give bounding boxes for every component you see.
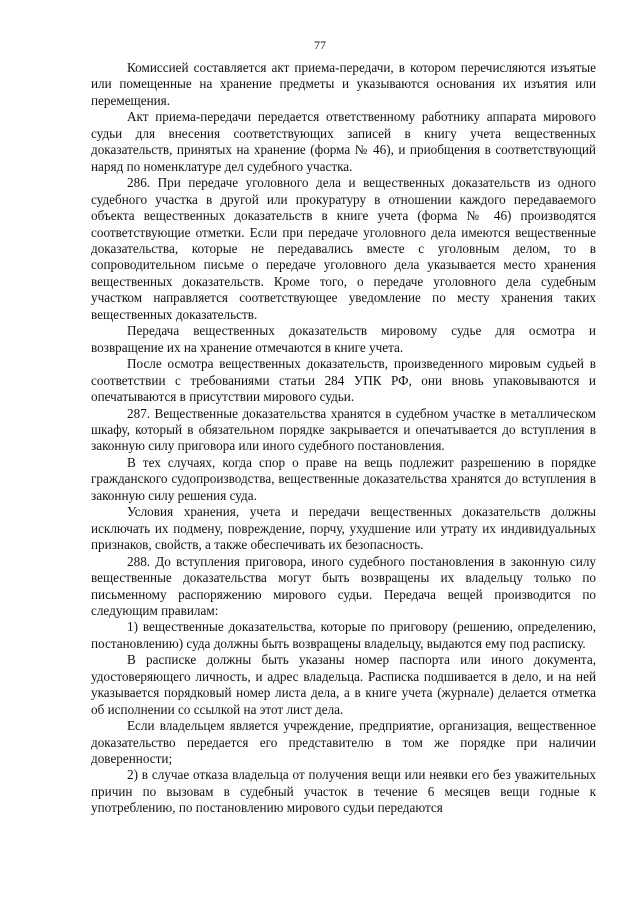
paragraph-4: Передача вещественных доказательств мировому судье для осмотра и возвращение их на хранение отмечаются в книге учета.: [91, 323, 596, 355]
paragraph-11: В расписке должны быть указаны номер паспорта или иного документа, удостоверяющего личность, и адрес владельца. Расписка подшивается в дело, и на ней указывается порядковый номер листа дела, а в книге учета (журнале) делается отметка об исполнении со ссылкой на этот лист дела.: [91, 652, 596, 717]
paragraph-7: В тех случаях, когда спор о праве на вещь подлежит разрешению в порядке гражданского судопроизводства, вещественные доказательства хранятся до вступления в законную силу решения суда.: [91, 454, 596, 503]
paragraph-6: 287. Вещественные доказательства хранятся в судебном участке в металлическом шкафу, который в обязательном порядке закрывается и опечатывается до вступления в законную силу приговора или иного судебного постановления.: [91, 405, 596, 454]
paragraph-9: 288. До вступления приговора, иного судебного постановления в законную силу вещественные доказательства могут быть возвращены их владельцу только по письменному распоряжению мирового судьи. Передача вещей производится по следующим правилам:: [91, 553, 596, 618]
paragraph-8: Условия хранения, учета и передачи вещественных доказательств должны исключать их подмену, повреждение, порчу, ухудшение или утрату их индивидуальных признаков, свойств, а также обеспечивать их безопасность.: [91, 504, 596, 553]
paragraph-3: 286. При передаче уголовного дела и вещественных доказательств из одного судебного участка в другой или прокуратуру в отношении каждого передаваемого объекта вещественных доказательств в книге учета (форма № 46) производятся соответствующие отметки. Если при передаче уголовного дела имеются вещественные доказательства, которые не передавались вместе с уголовным делом, то в сопроводительном письме о передаче уголовного дела указывается место хранения вещественных доказательств. Кроме того, о передаче уголовного дела судебным участком направляется соответствующее уведомление по месту хранения таких вещественных доказательств.: [91, 175, 596, 322]
document-body: [91, 60, 596, 817]
paragraph-5: После осмотра вещественных доказательств, произведенного мировым судьей в соответствии с требованиями статьи 284 УПК РФ, они вновь упаковываются и опечатываются в присутствии мирового судьи.: [91, 356, 596, 405]
page-number: 77: [314, 38, 326, 52]
paragraph-10: 1) вещественные доказательства, которые по приговору (решению, определению, постановлению) суда должны быть возвращены владельцу, выдаются ему под расписку.: [91, 619, 596, 651]
paragraph-13: 2) в случае отказа владельца от получения вещи или неявки его без уважительных причин по вызовам в судебный участок в течение 6 месяцев вещи годные к употреблению, по постановлению мирового судьи передаются: [91, 767, 596, 816]
paragraph-1: Комиссией составляется акт приема-передачи, в котором перечисляются изъятые или помещенные на хранение предметы и указываются основания их изъятия или перемещения.: [91, 60, 596, 108]
paragraph-2: Акт приема-передачи передается ответственному работнику аппарата мирового судьи для внесения соответствующих записей в книгу учета вещественных доказательств, принятых на хранение (форма № 46), и приобщения в соответствующий наряд по номенклатуре дел судебного участка.: [91, 109, 596, 174]
paragraph-12: Если владельцем является учреждение, предприятие, организация, вещественное доказательство передается его представителю в том же порядке при наличии доверенности;: [91, 718, 596, 767]
